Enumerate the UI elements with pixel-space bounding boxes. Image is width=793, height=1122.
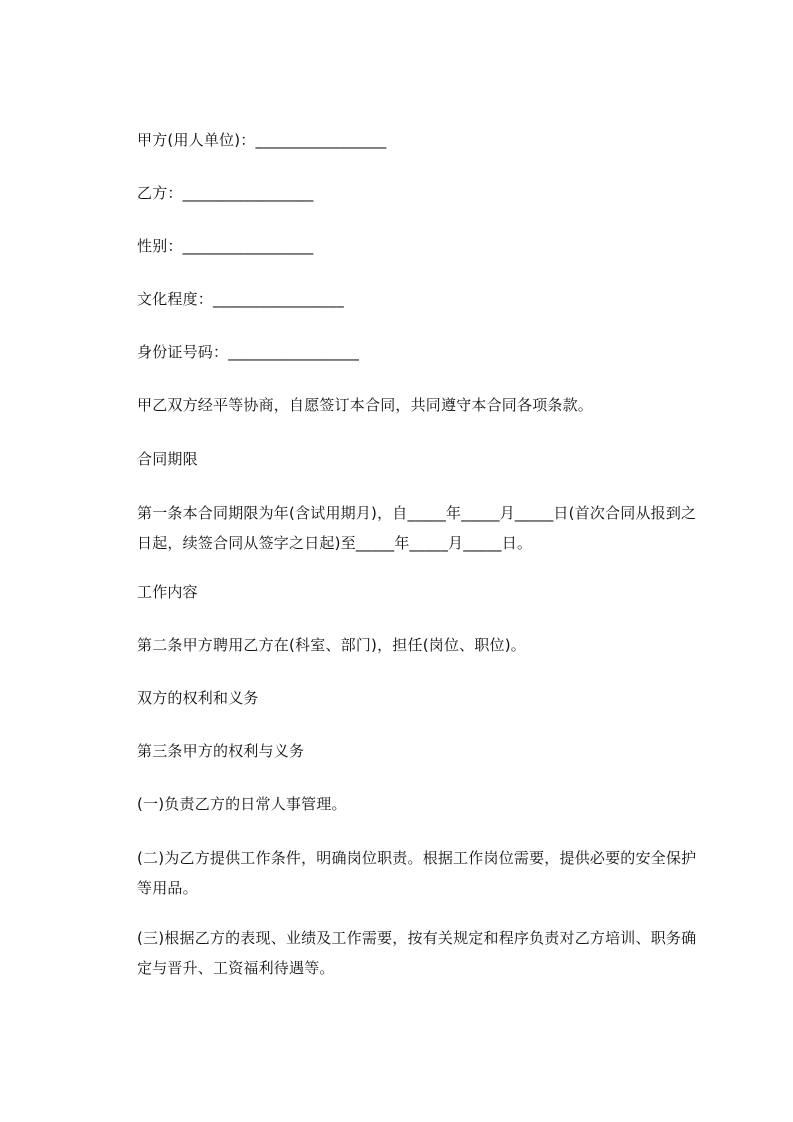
- article-1-paragraph: 第一条本合同期限为年(含试用期月)，自_____年_____月_____日(首次合同从报到之日起，续签合同从签字之日起)至_____年_____月_____日。: [137, 504, 697, 552]
- item-3-paragraph: (三)根据乙方的表现、业绩及工作需要，按有关规定和程序负责对乙方培训、职务确定与晋升、工资福利待遇等。: [137, 929, 697, 977]
- article-2-paragraph: 第二条甲方聘用乙方在(科室、部门)，担任(岗位、职位)。: [137, 636, 527, 654]
- item-1-paragraph: (一)负责乙方的日常人事管理。: [137, 795, 347, 813]
- id-number-line: 身份证号码：_________________: [137, 343, 360, 361]
- section-term-heading: 合同期限: [137, 450, 198, 468]
- section-rights-heading: 双方的权利和义务: [137, 689, 259, 707]
- party-a-line: 甲方(用人单位)：_________________: [137, 131, 387, 149]
- party-b-line: 乙方：_________________: [137, 184, 314, 202]
- education-line: 文化程度：_________________: [137, 290, 344, 308]
- item-2-paragraph: (二)为乙方提供工作条件，明确岗位职责。根据工作岗位需要，提供必要的安全保护等用品。: [137, 849, 697, 897]
- article-3-heading: 第三条甲方的权利与义务: [137, 742, 305, 760]
- intro-paragraph: 甲乙双方经平等协商，自愿签订本合同，共同遵守本合同各项条款。: [137, 396, 594, 414]
- gender-line: 性别：_________________: [137, 237, 314, 255]
- section-work-heading: 工作内容: [137, 583, 198, 601]
